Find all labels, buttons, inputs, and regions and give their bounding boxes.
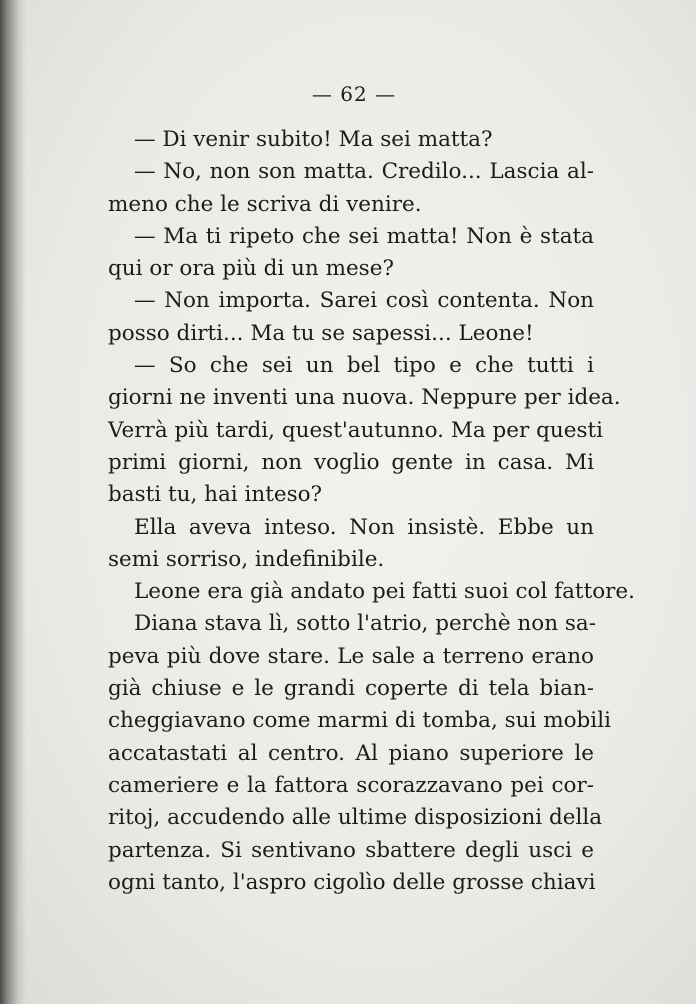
text-line: peva più dove stare. Le sale a terreno erano xyxy=(108,643,594,669)
text-line: — Ma ti ripeto che sei matta! Non è stata xyxy=(134,223,594,249)
text-line: Verrà più tardi, quest'autunno. Ma per questi xyxy=(108,417,603,443)
body-text xyxy=(108,124,635,899)
text-line: primi giorni, non voglio gente in casa. Mi xyxy=(108,449,594,475)
text-line: cameriere e la fattora scorazzavano pei cor- xyxy=(108,772,594,798)
text-line: ogni tanto, l'aspro cigolìo delle grosse chiavi xyxy=(108,869,596,895)
text-line: meno che le scriva di venire. xyxy=(108,191,422,217)
text-line: giorni ne inventi una nuova. Neppure per idea. xyxy=(108,385,621,411)
page-number: — 62 — xyxy=(311,82,397,106)
text-line: — Non importa. Sarei così contenta. Non xyxy=(134,288,594,314)
text-line: già chiuse e le grandi coperte di tela bian- xyxy=(108,676,594,702)
book-gutter-shadow xyxy=(0,0,26,1004)
text-line: partenza. Si sentivano sbattere degli usci e xyxy=(108,837,594,863)
text-line: accatastati al centro. Al piano superiore le xyxy=(108,740,594,766)
text-line: Leone era già andato pei fatti suoi col fattore. xyxy=(134,579,635,605)
text-line: cheggiavano come marmi di tomba, sui mobili xyxy=(108,708,611,734)
text-line: posso dirti... Ma tu se sapessi... Leone! xyxy=(108,320,534,346)
text-line: ritoj, accudendo alle ultime disposizioni della xyxy=(108,805,603,831)
text-line: Ella aveva inteso. Non insistè. Ebbe un xyxy=(134,514,594,540)
text-line: — So che sei un bel tipo e che tutti i xyxy=(134,353,594,379)
text-line: — Di venir subito! Ma sei matta? xyxy=(134,127,493,152)
text-line: semi sorriso, indefinibile. xyxy=(108,546,385,572)
text-line: basti tu, hai inteso? xyxy=(108,482,323,508)
text-line: qui or ora più di un mese? xyxy=(108,256,394,282)
text-line: Diana stava lì, sotto l'atrio, perchè non sa- xyxy=(134,611,596,637)
text-line: — No, non son matta. Credilo... Lascia al- xyxy=(134,159,594,185)
